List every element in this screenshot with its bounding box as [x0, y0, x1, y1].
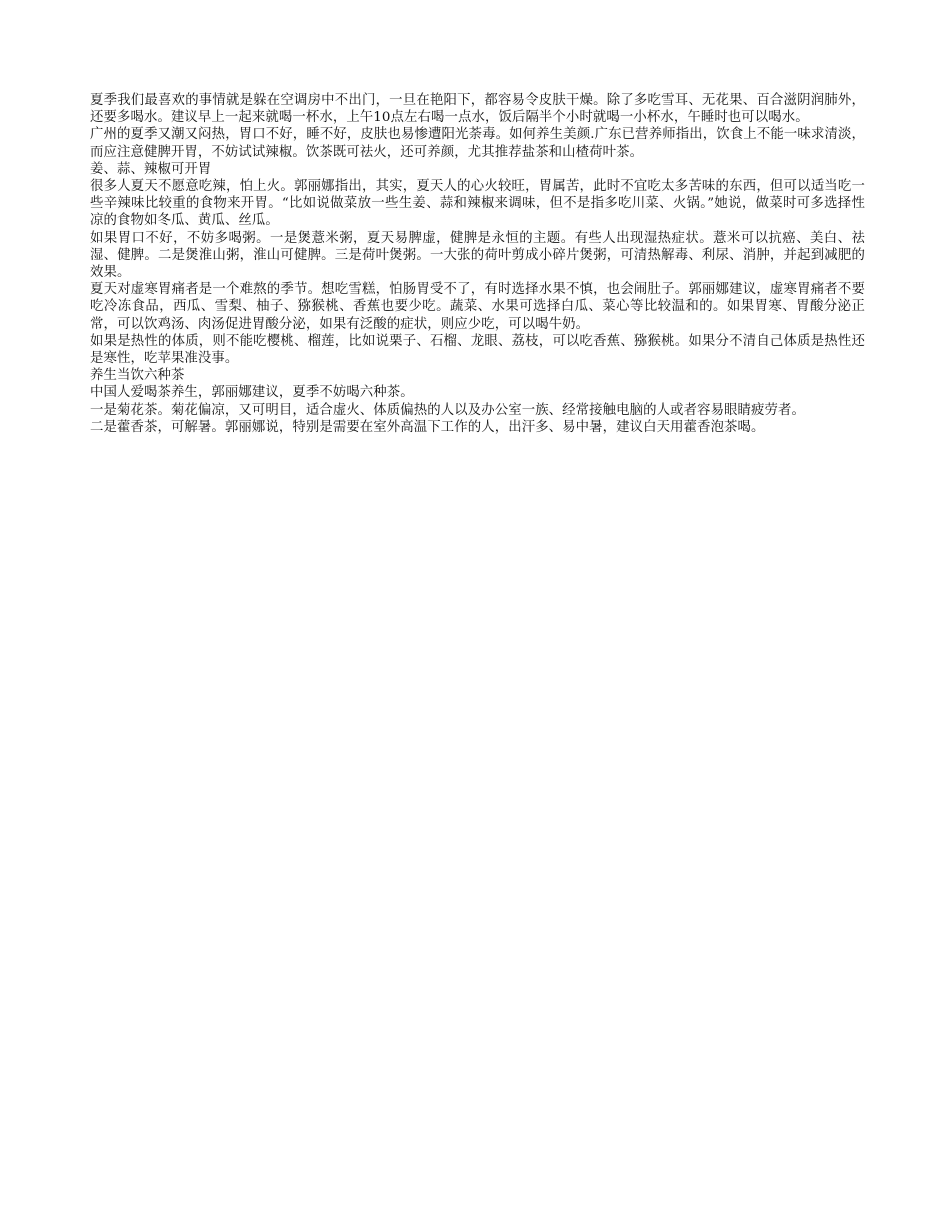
paragraph-guangzhou-summer: 广州的夏季又潮又闷热，胃口不好，睡不好，皮肤也易惨遭阳光荼毒。如何养生美颜.广东已营养师指出，饮食上不能一味求清淡，而应注意健脾开胃，不妨试试辣椒。饮茶既可祛火，还可养颜，尤其推荐盐茶和山楂荷叶茶。: [90, 127, 865, 160]
document-body: [90, 92, 865, 436]
paragraph-cold-stomach: 夏天对虚寒胃痛者是一个难熬的季节。想吃雪糕，怕肠胃受不了，有时选择水果不慎，也会闹肚子。郭丽娜建议，虚寒胃痛者不要吃冷冻食品，西瓜、雪梨、柚子、猕猴桃、香蕉也要少吃。蔬菜、水果可选择白瓜、菜心等比较温和的。如果胃寒、胃酸分泌正常，可以饮鸡汤、肉汤促进胃酸分泌，如果有泛酸的症状，则应少吃，可以喝牛奶。: [90, 282, 865, 332]
paragraph-huoxiang-tea: 二是藿香茶，可解暑。郭丽娜说，特别是需要在室外高温下工作的人，出汗多、易中暑，建议白天用藿香泡茶喝。: [90, 419, 765, 435]
section-heading-appetite: 姜、蒜、辣椒可开胃: [90, 161, 212, 177]
paragraph-hot-constitution: 如果是热性的体质，则不能吃樱桃、榴莲，比如说栗子、石榴、龙眼、荔枝，可以吃香蕉、猕猴桃。如果分不清自己体质是热性还是寒性，吃苹果准没事。: [90, 333, 865, 367]
paragraph-spicy-food: 很多人夏天不愿意吃辣，怕上火。郭丽娜指出，其实，夏天人的心火较旺，胃属苦，此时不宜吃太多苦味的东西，但可以适当吃一些辛辣味比较重的食物来开胃。“比如说做菜放一些生姜、蒜和辣椒来调味，但不是指多吃川菜、火锅。”她说，做菜时可多选择性凉的食物如冬瓜、黄瓜、丝瓜。: [90, 179, 865, 229]
paragraph-porridge: 如果胃口不好，不妨多喝粥。一是煲薏米粥，夏天易脾虚，健脾是永恒的主题。有些人出现湿热症状。薏米可以抗癌、美白、祛湿、健脾。二是煲淮山粥，淮山可健脾。三是荷叶煲粥。一大张的荷叶剪成小碎片煲粥，可清热解毒、利尿、消肿，并起到减肥的效果。: [90, 230, 865, 281]
section-heading-six-teas: 养生当饮六种茶: [90, 368, 185, 384]
paragraph-tea-intro: 中国人爱喝茶养生，郭丽娜建议，夏季不妨喝六种茶。: [90, 385, 414, 401]
paragraph-hydration: 夏季我们最喜欢的事情就是躲在空调房中不出门，一旦在艳阳下，都容易令皮肤干燥。除了多吃雪耳、无花果、百合滋阴润肺外，还要多喝水。建议早上一起来就喝一杯水，上午10点左右喝一点水，饭后隔半个小时就喝一小杯水，午睡时也可以喝水。: [90, 93, 865, 126]
paragraph-chrysanthemum-tea: 一是菊花茶。菊花偏凉，又可明目，适合虚火、体质偏热的人以及办公室一族、经常接触电脑的人或者容易眼睛疲劳者。: [90, 402, 805, 418]
